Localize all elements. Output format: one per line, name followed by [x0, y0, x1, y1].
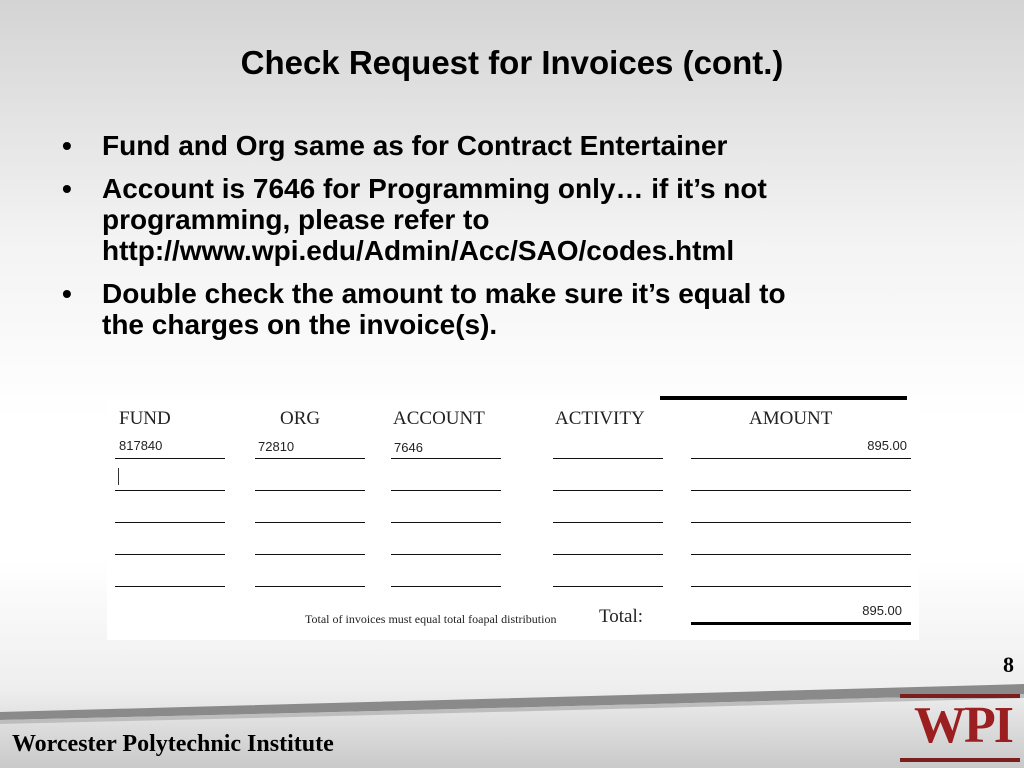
header-account: ACCOUNT — [393, 408, 485, 429]
bullet-text: Double check the amount to make sure it’s equal to — [102, 278, 786, 309]
form-entry-line[interactable] — [255, 522, 365, 523]
form-entry-line[interactable] — [691, 490, 911, 491]
wpi-logo: WPI — [914, 697, 1012, 754]
total-note: Total of invoices must equal total foapal distribution — [305, 612, 557, 626]
bullet-text: the charges on the invoice(s). — [102, 309, 498, 340]
slide-title: Check Request for Invoices (cont.) — [240, 44, 784, 81]
form-entry-line[interactable] — [391, 458, 501, 459]
form-entry-line[interactable] — [691, 586, 911, 587]
bullet-item-double-check — [62, 278, 962, 340]
header-amount: AMOUNT — [749, 408, 833, 429]
bullet-icon: • — [62, 173, 72, 204]
total-label: Total: — [599, 606, 644, 627]
logo-bottom-bar — [900, 758, 1020, 762]
form-entry-line[interactable] — [691, 522, 911, 523]
header-org: ORG — [280, 408, 321, 429]
form-entry-line[interactable] — [391, 522, 501, 523]
bullet-text: programming, please refer to — [102, 204, 490, 235]
form-top-rule — [660, 396, 907, 400]
form-entry-line[interactable] — [115, 522, 225, 523]
foapal-form — [107, 400, 919, 640]
form-entry-line[interactable] — [255, 586, 365, 587]
bullet-icon: • — [62, 278, 72, 309]
form-entry-line[interactable] — [553, 586, 663, 587]
form-entry-line[interactable] — [391, 554, 501, 555]
institute-name: Worcester Polytechnic Institute — [12, 731, 334, 757]
text-cursor — [118, 468, 119, 485]
form-entry-line[interactable] — [553, 458, 663, 459]
form-entry-line[interactable] — [391, 490, 501, 491]
form-entry-line[interactable] — [115, 490, 225, 491]
form-entry-line[interactable] — [391, 586, 501, 587]
header-activity: ACTIVITY — [555, 408, 645, 429]
fund-value[interactable]: 817840 — [119, 438, 163, 453]
total-underline — [691, 622, 911, 625]
total-amount-value[interactable]: 895.00 — [862, 603, 902, 618]
form-entry-line[interactable] — [115, 458, 225, 459]
form-entry-line[interactable] — [691, 458, 911, 459]
bullet-item-account — [62, 173, 962, 266]
bullet-list — [62, 130, 962, 352]
org-value[interactable]: 72810 — [258, 439, 295, 454]
header-fund: FUND — [119, 408, 171, 429]
amount-value[interactable]: 895.00 — [867, 438, 907, 453]
page-number: 8 — [1003, 652, 1014, 677]
account-value[interactable]: 7646 — [394, 440, 423, 455]
form-entry-line[interactable] — [115, 586, 225, 587]
bullet-text: Fund and Org same as for Contract Entertainer — [102, 130, 728, 161]
form-entry-line[interactable] — [115, 554, 225, 555]
bullet-text: Account is 7646 for Programming only… if it’s not — [102, 173, 767, 204]
bullet-link-text[interactable]: http://www.wpi.edu/Admin/Acc/SAO/codes.html — [102, 235, 735, 266]
form-entry-line[interactable] — [553, 554, 663, 555]
form-entry-line[interactable] — [553, 490, 663, 491]
form-entry-line[interactable] — [255, 554, 365, 555]
form-entry-line[interactable] — [255, 458, 365, 459]
form-entry-line[interactable] — [553, 522, 663, 523]
form-entry-line[interactable] — [691, 554, 911, 555]
form-entry-line[interactable] — [255, 490, 365, 491]
bullet-icon: • — [62, 130, 72, 161]
bullet-item-fund-org — [62, 130, 962, 161]
